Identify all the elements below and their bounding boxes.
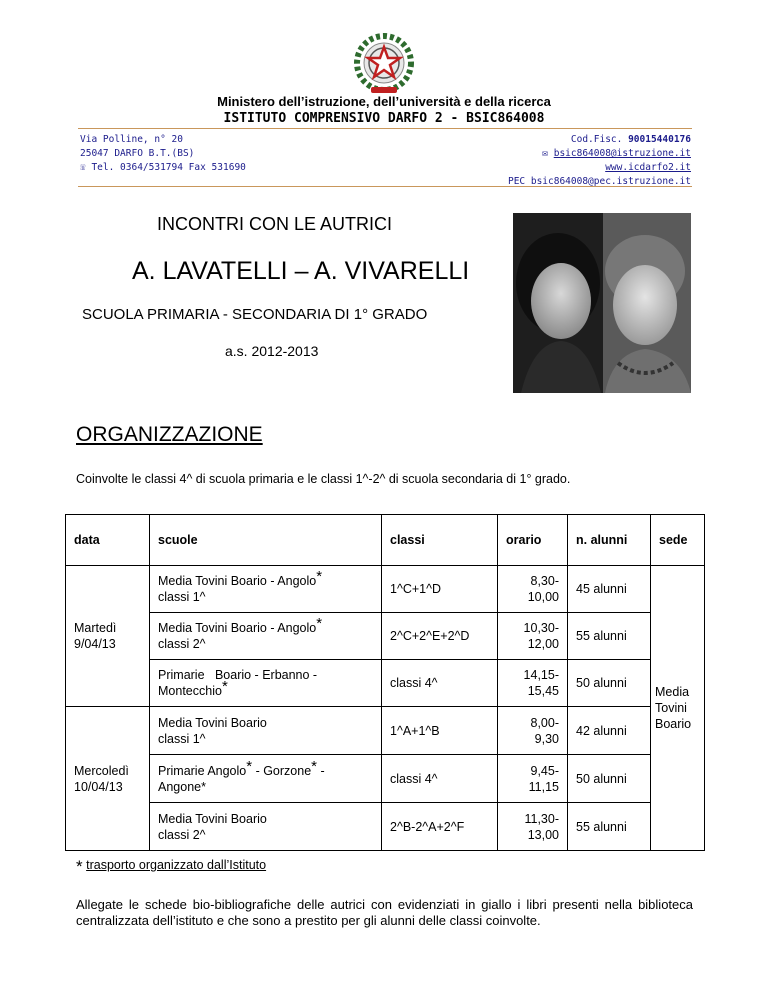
- envelope-icon: ✉: [542, 148, 554, 159]
- school-year: a.s. 2012-2013: [225, 343, 319, 359]
- website-link[interactable]: www.icdarfo2.it: [605, 162, 691, 173]
- date-cell: Mercoledì 10/04/13: [66, 707, 150, 851]
- time-cell: 14,15- 15,45: [498, 660, 568, 707]
- authors-photo: [513, 213, 691, 393]
- header-top-divider: [78, 128, 692, 129]
- school-cell: Media Tovini Boario - Angolo* classi 2^: [150, 613, 382, 660]
- time-cell: 8,30- 10,00: [498, 566, 568, 613]
- classes-cell: 2^C+2^E+2^D: [382, 613, 498, 660]
- phone-icon: ☏: [80, 162, 92, 173]
- address-phone: Tel. 0364/531794 Fax 531690: [91, 162, 246, 173]
- classes-cell: 2^B-2^A+2^F: [382, 803, 498, 851]
- school-cell: Media Tovini Boario - Angolo* classi 1^: [150, 566, 382, 613]
- school-cell: Primarie Boario - Erbanno - Montecchio*: [150, 660, 382, 707]
- header-bottom-divider: [78, 186, 692, 187]
- students-cell: 45 alunni: [568, 566, 651, 613]
- authors-title: A. LAVATELLI – A. VIVARELLI: [132, 257, 470, 285]
- footnote: [76, 854, 266, 874]
- footnote-text: trasporto organizzato dall’Istituto: [86, 858, 267, 872]
- time-cell: 11,30- 13,00: [498, 803, 568, 851]
- attachment-note: Allegate le schede bio-bibliografiche delle autrici con evidenziati in giallo i libri presenti nella biblioteca centralizzata dell’istituto e che sono a prestito per gli alunni delle classi coinvolte.: [76, 897, 693, 928]
- date-cell: Martedì 9/04/13: [66, 566, 150, 707]
- table-row: [66, 660, 705, 707]
- time-cell: 10,30- 12,00: [498, 613, 568, 660]
- schedule-table: [65, 514, 705, 851]
- classes-cell: 1^A+1^B: [382, 707, 498, 755]
- classes-cell: 1^C+1^D: [382, 566, 498, 613]
- school-cell: Media Tovini Boario classi 2^: [150, 803, 382, 851]
- header-classi: classi: [382, 515, 498, 566]
- table-row: [66, 755, 705, 803]
- institute-name: ISTITUTO COMPRENSIVO DARFO 2 - BSIC864008: [223, 111, 545, 126]
- italian-republic-emblem: [351, 33, 417, 99]
- section-intro: Coinvolte le classi 4^ di scuola primaria e le classi 1^-2^ di scuola secondaria di 1° grado.: [76, 472, 571, 486]
- footnote-asterisk: *: [76, 857, 83, 876]
- header-data: data: [66, 515, 150, 566]
- event-title: INCONTRI CON LE AUTRICI: [157, 214, 393, 234]
- section-heading: ORGANIZZAZIONE: [76, 423, 263, 446]
- codfisc-label: Cod.Fisc.: [570, 134, 629, 145]
- students-cell: 50 alunni: [568, 755, 651, 803]
- classes-cell: classi 4^: [382, 755, 498, 803]
- time-cell: 9,45- 11,15: [498, 755, 568, 803]
- address-street: Via Polline, n° 20: [80, 134, 183, 145]
- school-cell: Primarie Angolo* - Gorzone* - Angone*: [150, 755, 382, 803]
- table-row: [66, 613, 705, 660]
- time-cell: 8,00- 9,30: [498, 707, 568, 755]
- codfisc-value: 90015440176: [628, 134, 691, 145]
- header-sede: sede: [651, 515, 705, 566]
- table-row: [66, 566, 705, 613]
- school-cell: Media Tovini Boario classi 1^: [150, 707, 382, 755]
- table-header-row: [66, 515, 705, 566]
- schools-subtitle: SCUOLA PRIMARIA - SECONDARIA DI 1° GRADO: [82, 306, 428, 323]
- email-link[interactable]: bsic864008@istruzione.it: [553, 148, 691, 159]
- venue-cell: Media Tovini Boario: [651, 566, 705, 851]
- header-alunni: n. alunni: [568, 515, 651, 566]
- students-cell: 42 alunni: [568, 707, 651, 755]
- classes-cell: classi 4^: [382, 660, 498, 707]
- header-orario: orario: [498, 515, 568, 566]
- students-cell: 55 alunni: [568, 803, 651, 851]
- students-cell: 55 alunni: [568, 613, 651, 660]
- pec-address: PEC bsic864008@pec.istruzione.it: [507, 176, 691, 187]
- students-cell: 50 alunni: [568, 660, 651, 707]
- address-city: 25047 DARFO B.T.(BS): [80, 148, 195, 159]
- header-scuole: scuole: [150, 515, 382, 566]
- table-row: [66, 707, 705, 755]
- table-row: [66, 803, 705, 851]
- ministry-name: Ministero dell’istruzione, dell’università e della ricerca: [217, 94, 551, 109]
